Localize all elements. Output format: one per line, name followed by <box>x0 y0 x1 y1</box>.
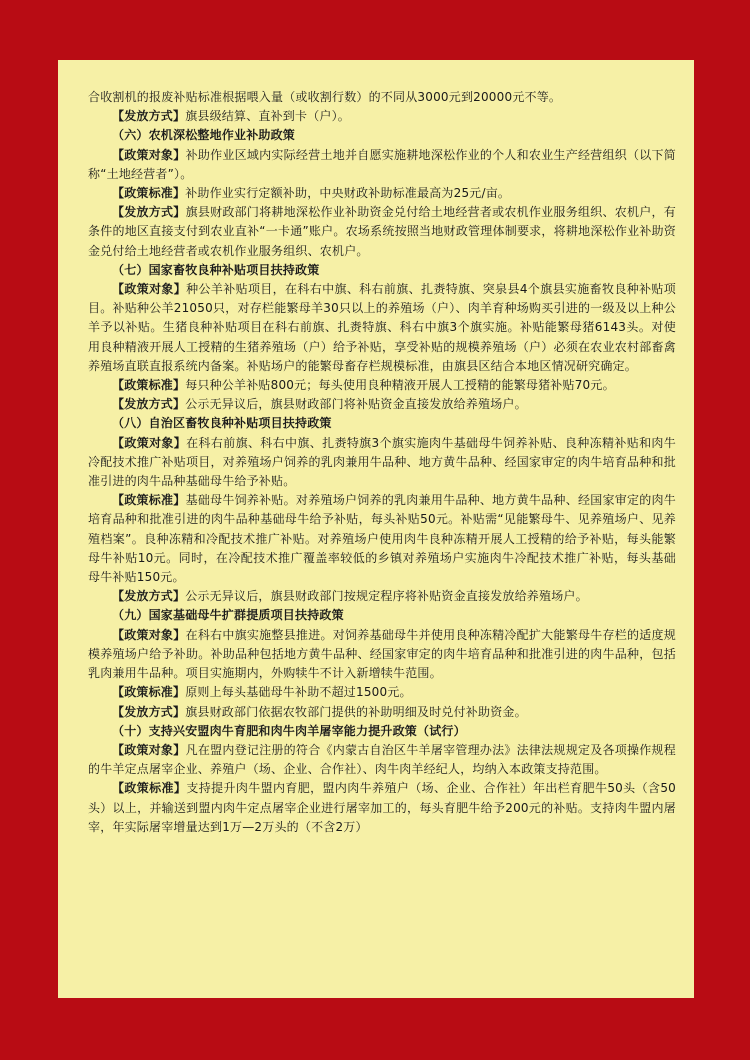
paragraph-text: 种公羊补贴项目，在科右中旗、科右前旗、扎赉特旗、突泉县4个旗县实施畜牧良种补贴项目。补贴种公羊21050只，对存栏能繁母羊30只以上的养殖场（户）、肉羊育种场购买引进的一级及以上种公羊予以补贴。生猪良种补贴项目在科右前旗、扎赉特旗、科右中旗3个旗实施。补贴能繁母猪6143头。对使用良种精液开展人工授精的生猪养殖场（户）给予补贴，享受补贴的规模养殖场（户）必须在农业农村部畜禽养殖场直联直报系统内备案。补贴场户的能繁母畜存栏规模标准，由旗县区结合本地区情况研究确定。 <box>88 282 676 373</box>
policy-paragraph <box>88 376 676 395</box>
policy-paragraph <box>88 184 676 203</box>
section-heading <box>88 261 676 280</box>
section-heading <box>88 414 676 433</box>
paragraph-text: 合收割机的报废补贴标准根据喂入量（或收割行数）的不同从3000元到20000元不等。 <box>88 90 562 104</box>
section-heading-text: （六）农机深松整地作业补助政策 <box>112 128 296 143</box>
paragraph-text: 每只种公羊补贴800元；每头使用良种精液开展人工授精的能繁母猪补贴70元。 <box>185 378 615 393</box>
paragraph-text: 公示无异议后，旗县财政部门将补贴资金直接发放给养殖场户。 <box>185 397 527 412</box>
document-page <box>58 60 694 998</box>
section-heading-text: （九）国家基础母牛扩群提质项目扶持政策 <box>112 608 344 623</box>
section-heading-text: （七）国家畜牧良种补贴项目扶持政策 <box>112 262 320 277</box>
policy-field-label: 【发放方式】 <box>112 109 186 124</box>
section-heading-text: （十）支持兴安盟肉牛育肥和肉牛肉羊屠宰能力提升政策（试行） <box>112 723 466 738</box>
policy-paragraph <box>88 203 676 261</box>
policy-paragraph <box>88 107 676 126</box>
policy-paragraph <box>88 741 676 779</box>
section-heading <box>88 126 676 145</box>
policy-field-label: 【发放方式】 <box>112 704 186 719</box>
policy-field-label: 【政策标准】 <box>112 378 186 393</box>
policy-field-label: 【政策标准】 <box>112 186 186 201</box>
policy-field-label: 【发放方式】 <box>112 205 186 220</box>
policy-field-label: 【政策标准】 <box>112 781 187 796</box>
policy-paragraph <box>88 587 676 606</box>
policy-paragraph <box>88 280 676 376</box>
policy-field-label: 【政策对象】 <box>112 435 187 450</box>
paragraph-text: 补助作业区域内实际经营土地并自愿实施耕地深松作业的个人和农业生产经营组织（以下简称“土地经营者”）。 <box>88 147 676 181</box>
paragraph-text: 补助作业实行定额补助，中央财政补助标准最高为25元/亩。 <box>185 186 511 201</box>
section-heading <box>88 722 676 741</box>
paragraph-text: 支持提升肉牛盟内育肥，盟内肉牛养殖户（场、企业、合作社）年出栏育肥牛50头（含50头）以上，并输送到盟内肉牛定点屠宰企业进行屠宰加工的，每头育肥牛给予200元的补贴。支持肉牛盟内屠宰，年实际屠宰增量达到1万—2万头的（不含2万） <box>88 781 677 834</box>
policy-paragraph <box>88 779 676 837</box>
paragraph-text: 基础母牛饲养补贴。对养殖场户饲养的乳肉兼用牛品种、地方黄牛品种、经国家审定的肉牛培育品种和批准引进的肉牛品种基础母牛给予补贴，每头补贴50元。补贴需“见能繁母牛、见养殖场户、见养殖档案”。良种冻精和冷配技术推广补贴。对养殖场户使用肉牛良种冻精开展人工授精的给予补贴，每头能繁母牛补贴10元。同时，在冷配技术推广覆盖率较低的乡镇对养殖场户实施肉牛冷配技术推广补贴，每头基础母牛补贴150元。 <box>88 493 676 585</box>
policy-paragraph <box>88 626 676 684</box>
paragraph-text: 凡在盟内登记注册的符合《内蒙古自治区牛羊屠宰管理办法》法律法规规定及各项操作规程的牛羊定点屠宰企业、养殖户（场、企业、合作社）、肉牛肉羊经纪人，均纳入本政策支持范围。 <box>88 742 676 777</box>
section-heading-text: （八）自治区畜牧良种补贴项目扶持政策 <box>112 416 332 431</box>
paragraph-text: 旗县财政部门将耕地深松作业补助资金兑付给土地经营者或农机作业服务组织、农机户，有条件的地区直接支付到农业直补“一卡通”账户。农场系统按照当地财政管理体制要求，将耕地深松作业补助资金兑付给土地经营者或农机作业服务组织、农机户。 <box>88 205 676 258</box>
paragraph-text: 原则上每头基础母牛补助不超过1500元。 <box>185 685 412 700</box>
policy-field-label: 【政策标准】 <box>112 493 186 508</box>
paragraph-text: 旗县级结算、直补到卡（户）。 <box>185 109 351 124</box>
paragraph-text: 在科右前旗、科右中旗、扎赉特旗3个旗实施肉牛基础母牛饲养补贴、良种冻精补贴和肉牛冷配技术推广补贴项目，对养殖场户饲养的乳肉兼用牛品种、地方黄牛品种、经国家审定的肉牛培育品种和批准引进的肉牛品种基础母牛给予补贴。 <box>88 435 676 489</box>
paragraph-text: 公示无异议后，旗县财政部门按规定程序将补贴资金直接发放给养殖场户。 <box>185 589 588 604</box>
section-heading <box>88 606 676 625</box>
policy-paragraph <box>88 146 676 184</box>
policy-field-label: 【政策对象】 <box>112 282 187 297</box>
policy-paragraph <box>88 491 676 587</box>
policy-paragraph <box>88 395 676 414</box>
policy-field-label: 【发放方式】 <box>112 397 186 412</box>
policy-field-label: 【政策对象】 <box>112 627 186 642</box>
policy-paragraph <box>88 434 676 492</box>
policy-field-label: 【政策对象】 <box>112 742 186 757</box>
policy-paragraph <box>88 703 676 722</box>
paragraph-text: 旗县财政部门依据农牧部门提供的补助明细及时兑付补助资金。 <box>185 704 527 719</box>
policy-paragraph <box>88 88 676 107</box>
document-body <box>88 88 676 837</box>
policy-field-label: 【政策对象】 <box>112 147 186 162</box>
policy-field-label: 【发放方式】 <box>112 589 186 604</box>
paragraph-text: 在科右中旗实施整县推进。对饲养基础母牛并使用良种冻精冷配扩大能繁母牛存栏的适度规模养殖场户给予补助。补助品种包括地方黄牛品种、经国家审定的肉牛培育品种和批准引进的肉牛品种，包括乳肉兼用牛品种。项目实施期内，外购犊牛不计入新增犊牛范围。 <box>88 627 676 681</box>
policy-field-label: 【政策标准】 <box>112 685 186 700</box>
policy-paragraph <box>88 683 676 702</box>
